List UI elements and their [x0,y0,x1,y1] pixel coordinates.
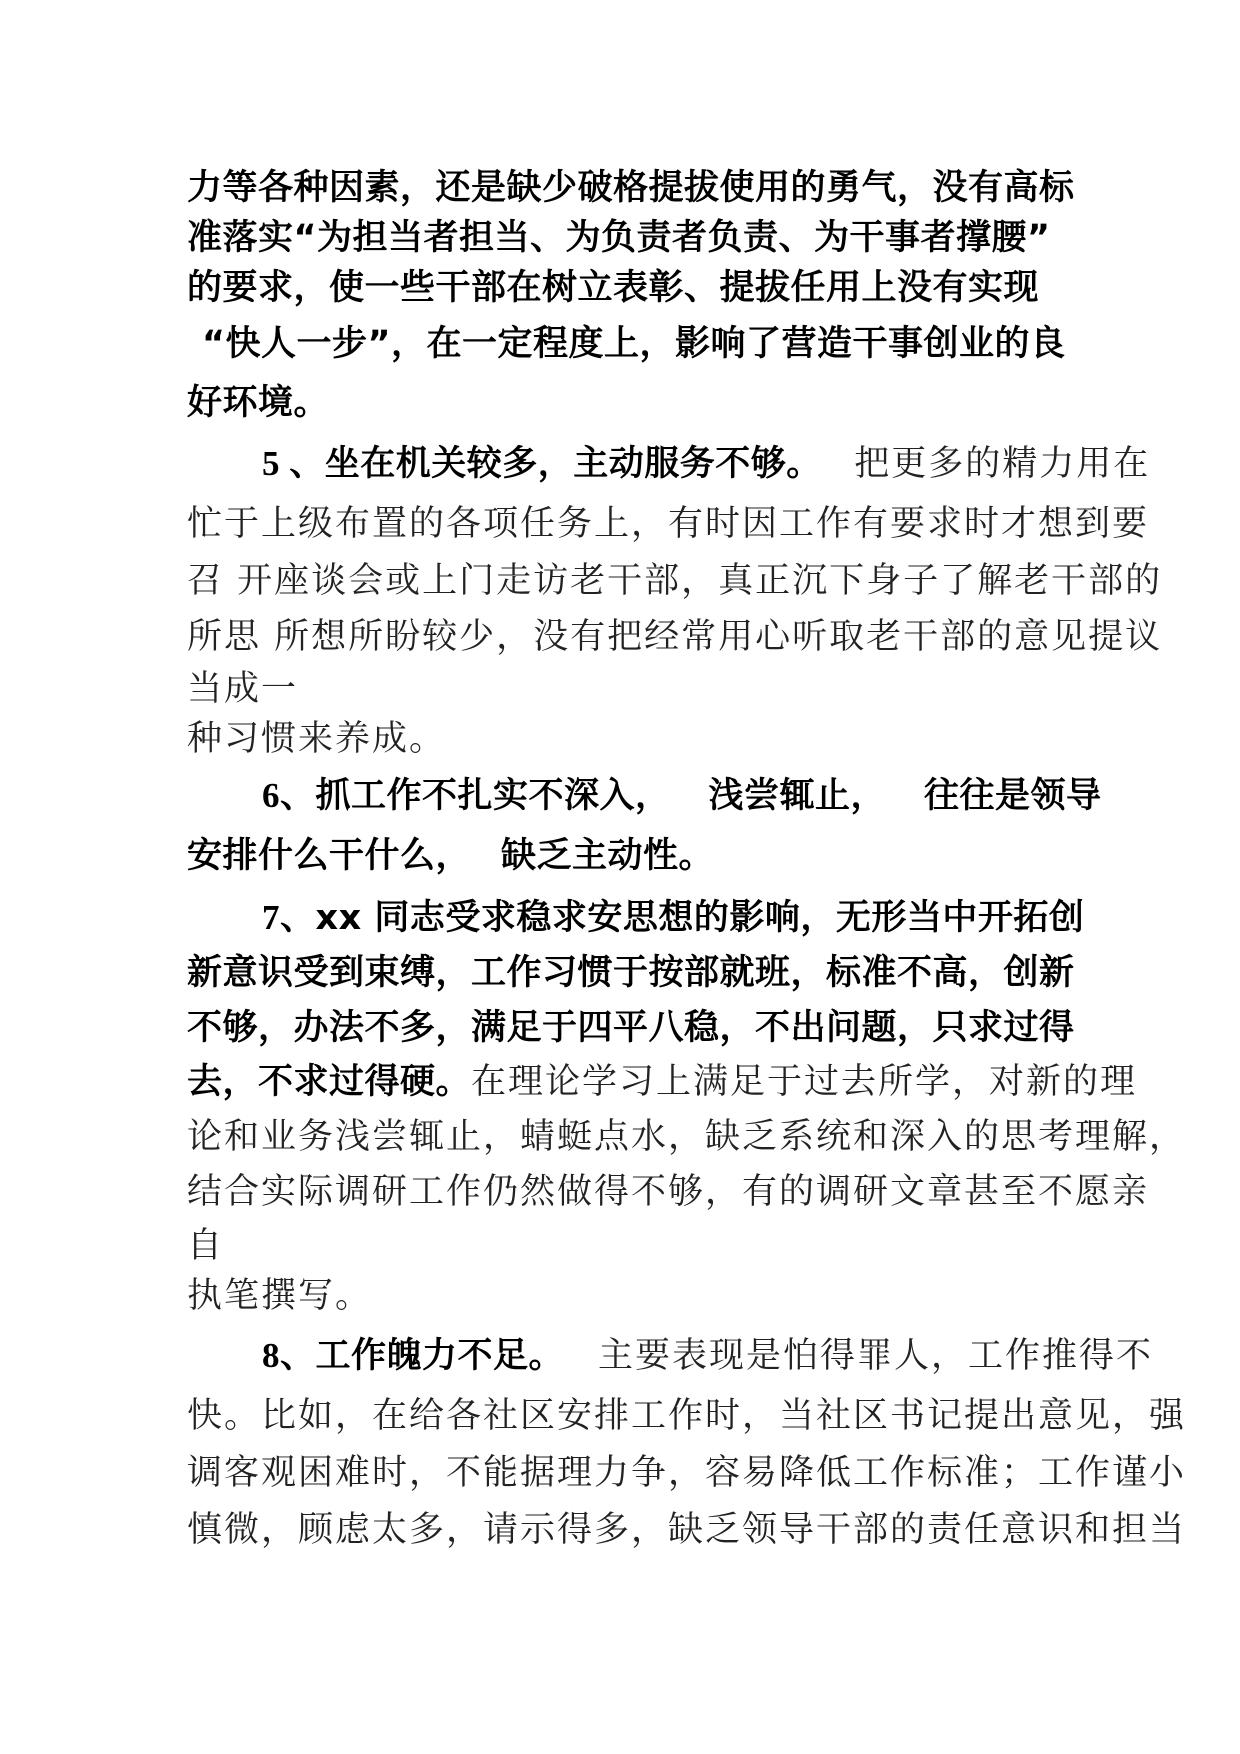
paragraph-line: 新意识受到束缚，工作习惯于按部就班，标准不高，创新 [187,953,1075,993]
item-heading: 缺乏主动性。 [501,836,715,876]
item-number: 5 [262,444,280,483]
item-heading: 、抓工作不扎实不深入， [280,776,671,816]
paragraph-line: 准落实“为担当者担当、为负责者负责、为干事者撑腰” [187,218,1051,258]
item-6-first-line [262,776,1102,816]
item-heading: 、坐在机关较多，主动服务不够。 [289,444,822,484]
item-heading: 浅尝辄止， [708,776,887,816]
paragraph-line: 召 开座谈会或上门走访老干部，真正沉下身子了解老干部的 [187,561,1163,601]
item-7-mixed-line [187,1062,1137,1102]
paragraph-line: 自 [187,1226,225,1266]
paragraph-line: 所思 所想所盼较少，没有把经常用心听取老干部的意见提议 [187,617,1163,657]
item-heading: 、工作魄力不足。 [280,1336,565,1376]
paragraph-line: 结合实际调研工作仍然做得不够，有的调研文章甚至不愿亲 [187,1172,1150,1212]
paragraph-line: 种习惯来养成。 [187,719,447,759]
paragraph-line: 当成一 [187,669,299,709]
item-heading: 去，不求过得硬。 [187,1062,472,1102]
item-7-first-line [262,898,1084,938]
item-number: 6 [262,776,280,815]
item-text: 把更多的精力用在 [854,444,1151,484]
item-6-second-line [187,836,714,876]
item-heading: 、xx 同志受求稳求安思想的影响，无形当中开拓创 [280,898,1085,938]
paragraph-line: 好环境。 [187,383,330,423]
paragraph-line: 不够，办法不多，满足于四平八稳，不出问题，只求过得 [187,1008,1075,1048]
item-heading: 安排什么干什么， [187,836,472,876]
item-heading: 往往是领导 [924,776,1102,816]
paragraph-line: “快人一步”，在一定程度上，影响了营造干事创业的良 [202,324,1066,364]
item-text: 主要表现是怕得罪人，工作推得不 [598,1336,1154,1376]
paragraph-line: 快。比如，在给各社区安排工作时，当社区书记提出意见，强 [187,1396,1187,1436]
paragraph-line: 执笔撰写。 [187,1276,373,1316]
paragraph-line: 的要求，使一些干部在树立表彰、提拔任用上没有实现 [187,268,1040,308]
paragraph-line: 论和业务浅尝辄止，蜻蜓点水，缺乏系统和深入的思考理解， [187,1117,1187,1157]
paragraph-line: 忙于上级布置的各项任务上，有时因工作有要求时才想到要 [187,504,1150,544]
item-5-first-line [262,444,1150,484]
item-number: 8 [262,1336,280,1375]
item-text: 在理论学习上满足于过去所学，对新的理 [471,1062,1138,1102]
paragraph-line: 调客观困难时，不能据理力争，容易降低工作标准；工作谨小 [187,1453,1187,1493]
paragraph-line: 慎微，顾虑太多，请示得多，缺乏领导干部的责任意识和担当 [187,1510,1187,1550]
item-number: 7 [262,898,280,937]
paragraph-line: 力等各种因素，还是缺少破格提拔使用的勇气，没有高标 [187,168,1075,208]
item-8-first-line [262,1336,1153,1376]
